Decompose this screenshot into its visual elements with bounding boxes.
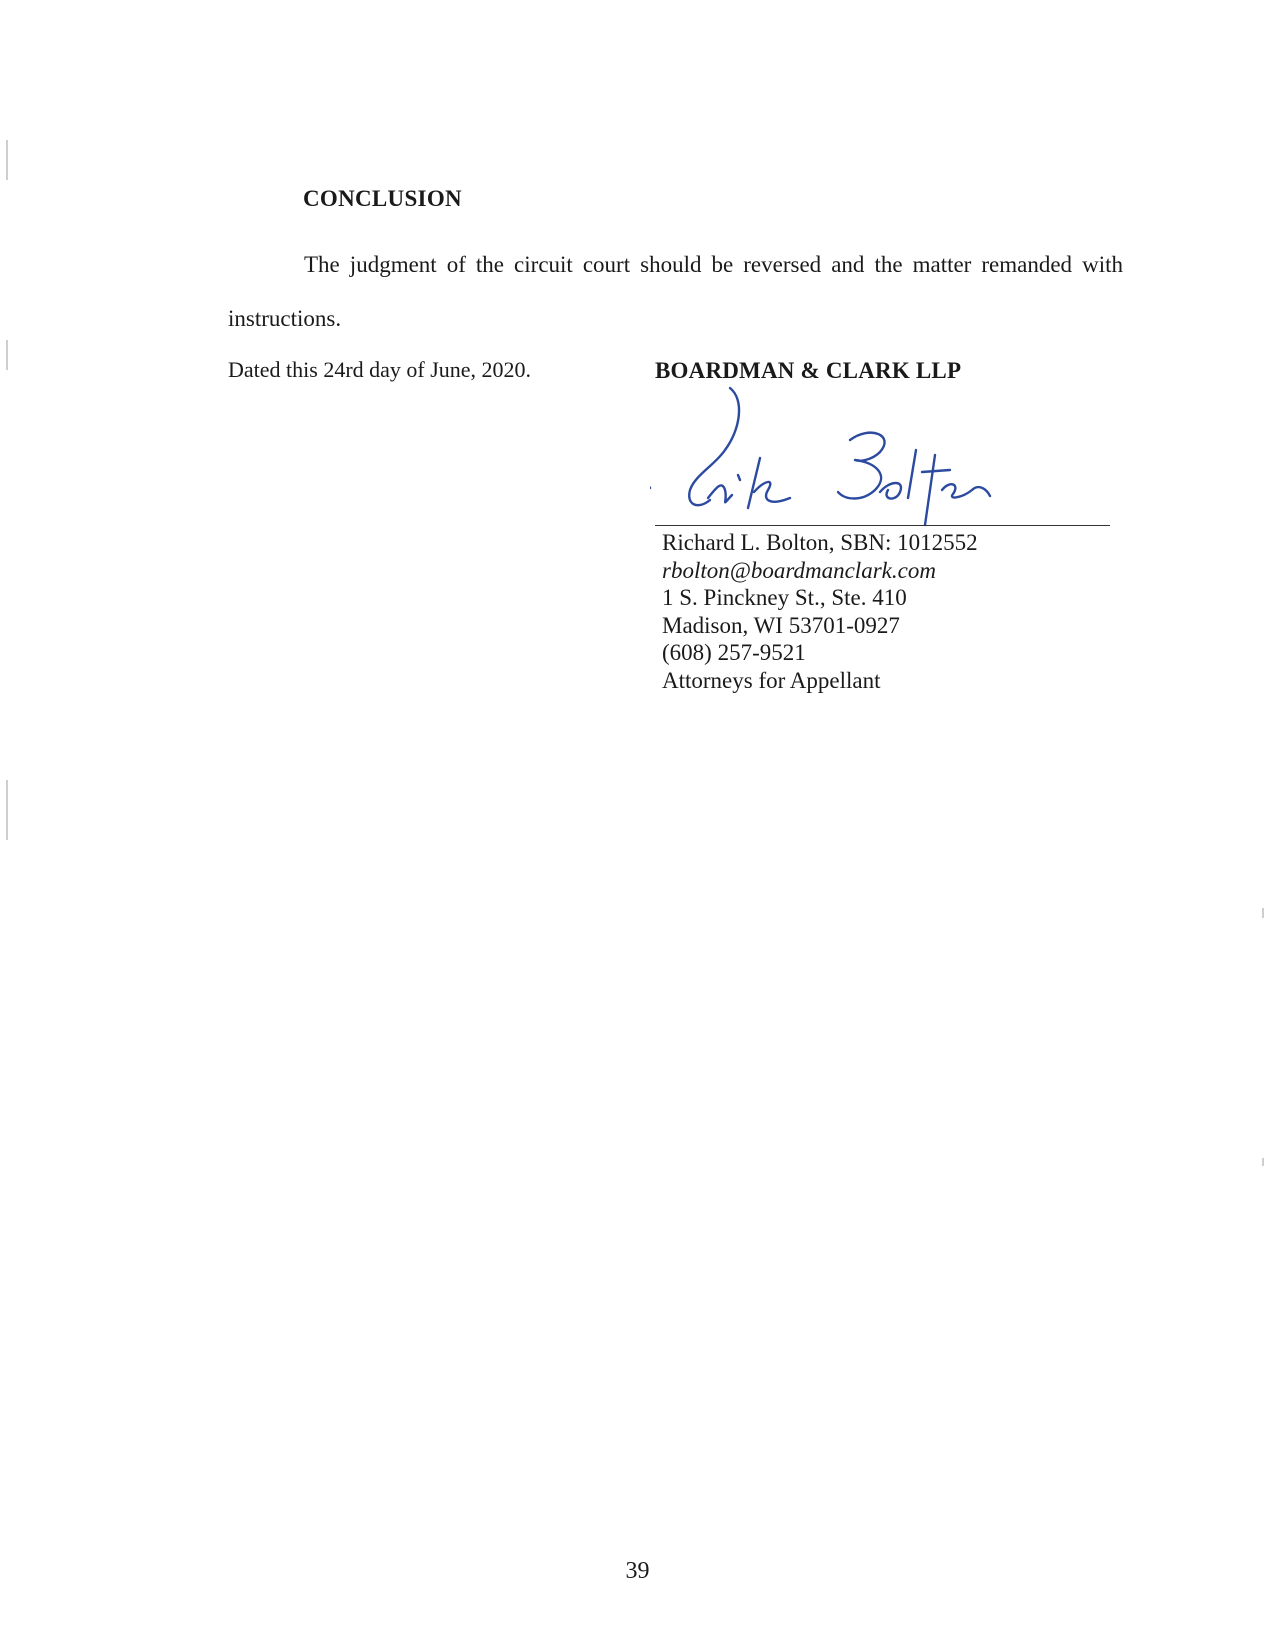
attorney-role: Attorneys for Appellant — [662, 667, 881, 693]
scan-artifact — [1262, 1158, 1264, 1166]
conclusion-heading: CONCLUSION — [303, 186, 462, 211]
attorney-block — [662, 529, 978, 694]
attorney-email: rbolton@boardmanclark.com — [662, 557, 936, 583]
scan-artifact — [6, 780, 8, 840]
firm-name: BOARDMAN & CLARK LLP — [655, 358, 962, 383]
page-number: 39 — [625, 1558, 650, 1584]
scan-artifact — [6, 140, 8, 180]
scan-artifact — [1262, 908, 1264, 918]
conclusion-paragraph: The judgment of the circuit court should be reversed and the matter remanded with instructions. — [228, 252, 1123, 331]
signature-name-text: Rick Bolton — [650, 380, 655, 381]
phone-number: (608) 257-9521 — [662, 640, 806, 665]
signature-line — [655, 525, 1110, 526]
scan-artifact — [6, 340, 8, 370]
address-line-1: 1 S. Pinckney St., Ste. 410 — [662, 585, 907, 610]
address-line-2: Madison, WI 53701-0927 — [662, 612, 900, 638]
handwritten-signature — [650, 380, 1070, 530]
dated-line: Dated this 24rd day of June, 2020. — [228, 357, 532, 382]
attorney-name: Richard L. Bolton, SBN: 1012552 — [662, 530, 978, 555]
